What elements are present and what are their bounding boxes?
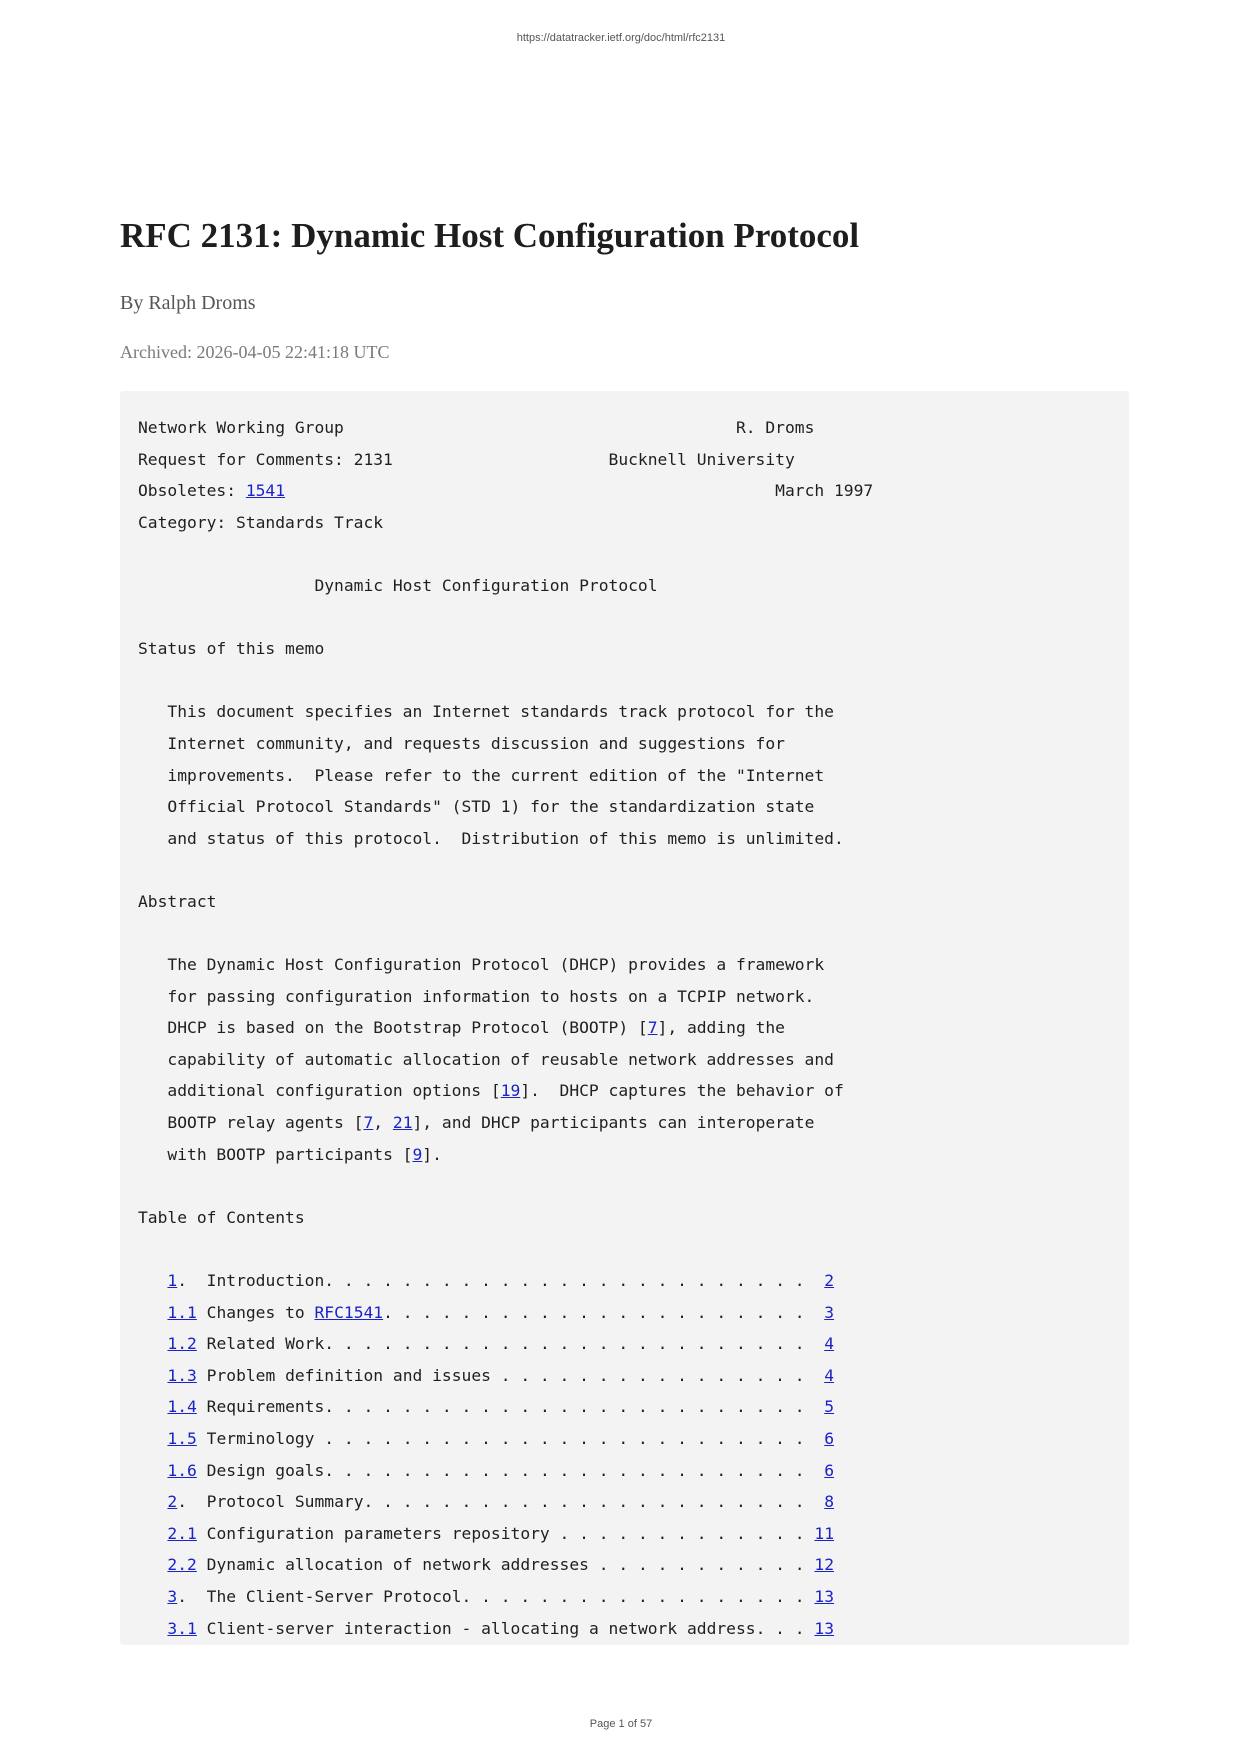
abstract-text: capability of automatic allocation of reusable network addresses and [167, 1049, 834, 1069]
toc-section-link[interactable]: 2.1 [167, 1523, 197, 1543]
author-byline: By Ralph Droms [120, 292, 256, 314]
abstract-link[interactable]: 7 [647, 1018, 658, 1038]
toc-page-link[interactable]: 8 [824, 1492, 835, 1512]
toc-page-link[interactable]: 5 [824, 1397, 835, 1417]
toc-number-suffix [197, 1303, 207, 1322]
page-url: https://datatracker.ietf.org/doc/html/rfc2131 [516, 32, 726, 44]
toc-dot-leader: . . . . . . . . . . . . . . . . . . . . . . . [363, 1492, 825, 1512]
toc-entry [138, 1461, 834, 1480]
toc-page-link[interactable]: 13 [814, 1618, 835, 1638]
author-affiliation: Bucknell University [608, 449, 795, 469]
toc-title-text: Client-server interaction - allocating a network address [206, 1618, 756, 1638]
toc-section-link[interactable]: 3.1 [167, 1618, 197, 1638]
toc-page-link[interactable]: 4 [824, 1334, 835, 1354]
status-line: This document specifies an Internet standards track protocol for the [167, 702, 834, 722]
toc-entry [138, 1366, 834, 1385]
toc-title-text: Problem definition and issues [206, 1365, 491, 1385]
toc-page-link[interactable]: 2 [824, 1271, 835, 1291]
page-title: RFC 2131: Dynamic Host Configuration Protocol [120, 216, 860, 255]
toc-section-link[interactable]: 1.2 [167, 1334, 197, 1354]
toc-title-text: Configuration parameters repository [206, 1523, 550, 1543]
toc-number-suffix [197, 1555, 207, 1574]
toc-section-link[interactable]: 1.1 [167, 1302, 197, 1322]
toc-page-link[interactable]: 13 [814, 1586, 835, 1606]
toc-entry [138, 1397, 834, 1416]
toc-entry [138, 1492, 834, 1511]
abstract-line [138, 1081, 844, 1100]
page-number: Page 1 of 57 [589, 1718, 653, 1730]
status-heading: Status of this memo [138, 639, 325, 659]
toc-entry [138, 1271, 834, 1290]
rfc-document-title: Dynamic Host Configuration Protocol [314, 575, 658, 595]
abstract-line [138, 1145, 442, 1164]
toc-title-link[interactable]: RFC1541 [314, 1302, 384, 1322]
abstract-text: additional configuration options [ [167, 1081, 501, 1101]
abstract-line [138, 1050, 834, 1069]
table-of-contents [138, 1271, 834, 1638]
rfc-preformatted-text [138, 412, 873, 1644]
status-line: Internet community, and requests discussion and suggestions for [167, 733, 785, 753]
status-line: and status of this protocol. Distribution of this memo is unlimited. [167, 828, 844, 848]
toc-number-suffix: . [177, 1586, 207, 1606]
toc-dot-leader: . . . . . . . . . . . . . . . . [490, 1365, 825, 1385]
rfc-header-line [138, 481, 873, 500]
toc-dot-leader: . . . [755, 1618, 815, 1638]
abstract-heading: Abstract [138, 891, 217, 911]
toc-title-text: Changes to [206, 1302, 315, 1322]
toc-number-suffix [197, 1619, 207, 1638]
toc-title-text: Terminology [206, 1429, 315, 1448]
toc-dot-leader: . . . . . . . . . . . . . [549, 1523, 815, 1543]
abstract-line [138, 955, 824, 974]
toc-section-link[interactable]: 1.4 [167, 1397, 197, 1417]
toc-dot-leader: . . . . . . . . . . . . . . . . . . [461, 1586, 815, 1606]
abstract-text: The Dynamic Host Configuration Protocol (DHCP) provides a framework [167, 955, 825, 975]
toc-title-text: Requirements [206, 1397, 325, 1417]
obsoletes-label: Obsoletes: [138, 481, 246, 501]
toc-page-link[interactable]: 3 [824, 1302, 835, 1322]
abstract-text: ], and DHCP participants can interoperate [412, 1113, 815, 1133]
author-name: R. Droms [735, 418, 815, 437]
toc-number-suffix: . [177, 1271, 207, 1291]
toc-number-suffix [197, 1397, 207, 1416]
toc-number-suffix [197, 1524, 207, 1543]
toc-title-text: The Client-Server Protocol [206, 1586, 462, 1606]
rfc-header-line [138, 418, 814, 437]
obsoletes-link-rfc1541[interactable]: 1541 [245, 481, 286, 501]
toc-dot-leader: . . . . . . . . . . . . . . . . . . . . . . . . . [324, 1271, 825, 1291]
toc-page-link[interactable]: 6 [824, 1460, 835, 1480]
toc-number-suffix: . [177, 1492, 207, 1512]
abstract-link[interactable]: 21 [392, 1113, 413, 1133]
toc-title-text: Design goals [206, 1460, 325, 1480]
toc-section-link[interactable]: 2.2 [167, 1555, 197, 1575]
abstract-body [138, 955, 844, 1164]
toc-page-link[interactable]: 6 [824, 1429, 835, 1448]
toc-dot-leader: . . . . . . . . . . . . . . . . . . . . . . [383, 1302, 825, 1322]
abstract-text: DHCP is based on the Bootstrap Protocol (BOOTP) [ [167, 1018, 648, 1038]
toc-title-text: Protocol Summary [206, 1492, 364, 1512]
abstract-line [138, 1113, 814, 1132]
toc-section-link[interactable]: 3 [167, 1586, 178, 1606]
toc-number-suffix [197, 1461, 207, 1480]
toc-dot-leader: . . . . . . . . . . . . . . . . . . . . . . . . . [324, 1460, 825, 1480]
rfc-number-label: Request for Comments: 2131 [138, 449, 393, 469]
working-group-label: Network Working Group [138, 418, 344, 437]
toc-page-link[interactable]: 11 [814, 1523, 835, 1543]
toc-title-text: Introduction [206, 1271, 325, 1291]
status-line: Official Protocol Standards" (STD 1) for the standardization state [167, 797, 815, 817]
toc-entry [138, 1334, 834, 1353]
abstract-text: ], adding the [657, 1018, 785, 1038]
toc-entry [138, 1524, 834, 1543]
toc-title-text: Related Work [206, 1334, 325, 1354]
toc-section-link[interactable]: 1 [167, 1271, 178, 1291]
toc-section-link[interactable]: 2 [167, 1492, 178, 1512]
toc-number-suffix [197, 1366, 207, 1385]
abstract-line [138, 1018, 785, 1037]
publication-date: March 1997 [775, 481, 874, 501]
abstract-link[interactable]: 9 [412, 1144, 423, 1164]
abstract-text: for passing configuration information to hosts on a TCPIP network. [167, 986, 815, 1006]
toc-entry [138, 1429, 834, 1448]
abstract-link[interactable]: 19 [500, 1081, 521, 1101]
abstract-text: ]. [422, 1144, 442, 1164]
toc-page-link[interactable]: 12 [814, 1555, 835, 1575]
archived-timestamp: Archived: 2026-04-05 22:41:18 UTC [120, 342, 390, 362]
toc-section-link[interactable]: 1.5 [167, 1429, 197, 1448]
toc-entry [138, 1303, 834, 1322]
abstract-text: ]. DHCP captures the behavior of [520, 1081, 844, 1101]
toc-dot-leader: . . . . . . . . . . . . . . . . . . . . . . . . . [314, 1429, 825, 1448]
abstract-line [138, 987, 814, 1006]
toc-section-link[interactable]: 1.3 [167, 1365, 197, 1385]
toc-dot-leader: . . . . . . . . . . . . . . . . . . . . . . . . . [324, 1397, 825, 1417]
toc-heading: Table of Contents [138, 1207, 305, 1227]
abstract-text: BOOTP relay agents [ [167, 1113, 364, 1133]
abstract-link[interactable]: 7 [363, 1113, 374, 1133]
toc-number-suffix [197, 1429, 207, 1448]
toc-page-link[interactable]: 4 [824, 1365, 835, 1385]
toc-dot-leader: . . . . . . . . . . . . . . . . . . . . . . . . . [324, 1334, 825, 1354]
toc-section-link[interactable]: 1.6 [167, 1460, 197, 1480]
rfc-header-line [138, 450, 795, 469]
abstract-text: , [373, 1113, 393, 1133]
toc-title-text: Dynamic allocation of network addresses [206, 1555, 589, 1575]
category-label: Category: Standards Track [138, 512, 384, 532]
toc-entry [138, 1555, 834, 1574]
toc-number-suffix [197, 1334, 207, 1353]
abstract-text: with BOOTP participants [ [167, 1144, 413, 1164]
status-line: improvements. Please refer to the current edition of the "Internet [167, 765, 825, 785]
toc-dot-leader: . . . . . . . . . . . [588, 1555, 815, 1575]
toc-entry [138, 1619, 834, 1638]
toc-entry [138, 1587, 834, 1606]
rfc-text-panel [120, 391, 1129, 1645]
